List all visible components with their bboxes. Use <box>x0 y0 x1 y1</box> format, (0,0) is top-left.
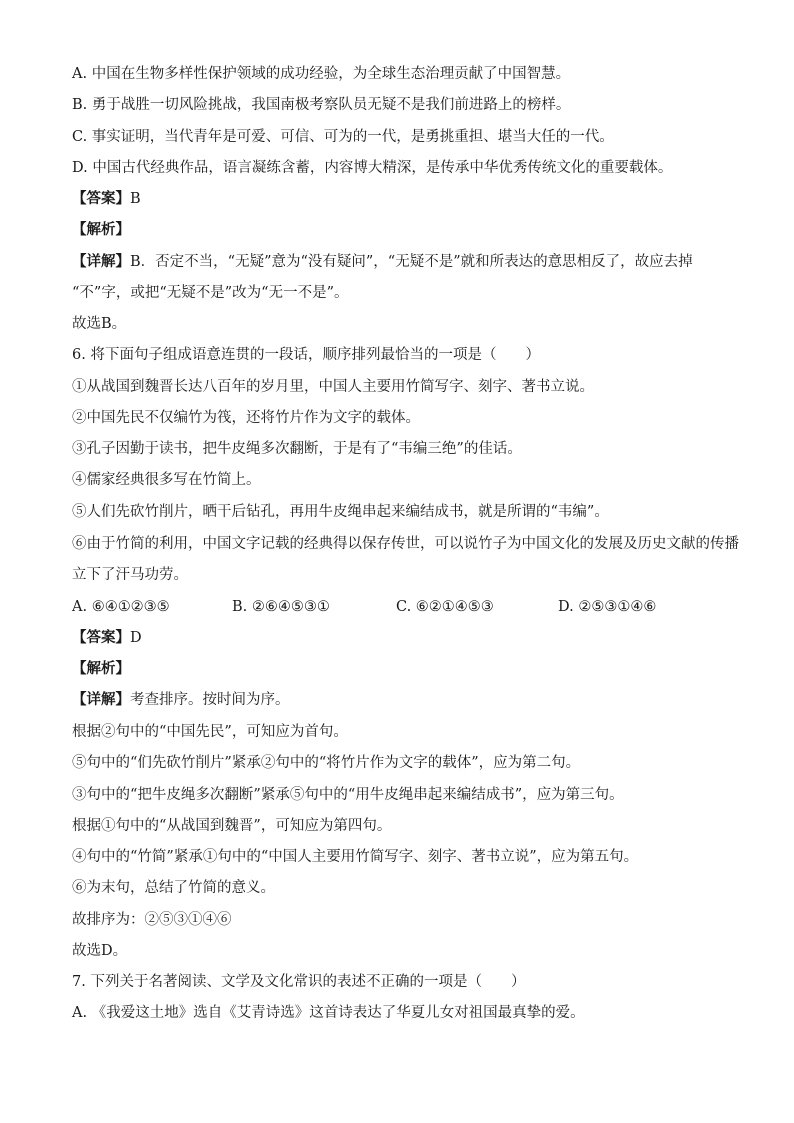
q6-sentence-6: ⑥由于竹简的利用，中国文字记载的经典得以保存传世，可以说竹子为中国文化的发展及历史文献的传播 <box>72 536 739 552</box>
q6-sentence-4: ④儒家经典很多写在竹简上。 <box>72 472 261 488</box>
q6-analysis-line-6: ⑥为末句，总结了竹简的意义。 <box>72 880 275 896</box>
q7-stem: 7. 下列关于名著阅读、文学及文化常识的表述不正确的一项是（ ） <box>72 974 526 990</box>
q6-sentence-2: ②中国先民不仅编竹为筏，还将竹片作为文字的载体。 <box>72 410 420 426</box>
q6-stem: 6. 将下面句子组成语意连贯的一段话，顺序排列最恰当的一项是（ ） <box>72 347 540 363</box>
detail-text: 考查排序。按时间为序。 <box>130 692 290 708</box>
q6-option-c: C. ⑥②①④⑤③ <box>396 599 494 615</box>
q6-option-b: B. ②⑥④⑤③① <box>232 599 330 615</box>
q6-analysis-line-5: ④句中的“竹简”紧承①句中的“中国人主要用竹简写字、刻字、著书立说”，应为第五句。 <box>72 849 639 865</box>
answer-tag: 【答案】 <box>72 629 130 646</box>
detail-tag: 【详解】 <box>72 691 130 708</box>
q6-sentence-5: ⑤人们先砍竹削片，晒干后钻孔，再用牛皮绳串起来编结成书，就是所谓的“韦编”。 <box>72 504 609 520</box>
q6-analysis-tag: 【解析】 <box>72 660 130 677</box>
detail-tag: 【详解】 <box>72 253 130 270</box>
q6-option-a: A. ⑥④①②③⑤ <box>72 599 170 615</box>
q6-analysis-line-4: 根据①句中的“从战国到魏晋”，可知应为第四句。 <box>72 818 392 834</box>
q6-sentence-6-cont: 立下了汗马功劳。 <box>72 567 188 583</box>
q6-option-d: D. ②⑤③①④⑥ <box>558 599 657 615</box>
answer-tag: 【答案】 <box>72 190 130 207</box>
detail-text: B．否定不当，“无疑”意为“没有疑问”，“无疑不是”就和所表达的意思相反了，故应去掉 <box>130 254 693 270</box>
answer-value: B <box>130 191 141 207</box>
q6-analysis-line-1: 根据②句中的“中国先民”，可知应为首句。 <box>72 724 348 740</box>
q5-detail <box>72 252 693 272</box>
q6-detail <box>72 690 290 710</box>
q6-analysis-line-7: 故排序为：②⑤③①④⑥ <box>72 912 232 928</box>
q7-option-a: A. 《我爱这土地》选自《艾青诗选》这首诗表达了华夏儿女对祖国最真挚的爱。 <box>72 1005 585 1021</box>
q5-detail-line2: “不”字，或把“无疑不是”改为“无一不是”。 <box>72 285 349 301</box>
q6-analysis-line-2: ⑤句中的“们先砍竹削片”紧承②句中的“将竹片作为文字的载体”，应为第二句。 <box>72 755 581 771</box>
q5-conclusion: 故选B。 <box>72 316 127 332</box>
q6-conclusion: 故选D。 <box>72 943 128 959</box>
q6-sentence-1: ①从战国到魏晋长达八百年的岁月里，中国人主要用竹简写字、刻字、著书立说。 <box>72 379 594 395</box>
q5-answer <box>72 189 141 209</box>
q6-analysis-line-3: ③句中的“把牛皮绳多次翻断”紧承⑤句中的“用牛皮绳串起来编结成书”，应为第三句。 <box>72 787 624 803</box>
q5-option-d: D. 中国古代经典作品，语言凝练含蓄，内容博大精深，是传承中华优秀传统文化的重要载体。 <box>72 160 673 176</box>
q5-option-a: A. 中国在生物多样性保护领域的成功经验，为全球生态治理贡献了中国智慧。 <box>72 66 571 82</box>
q5-analysis-tag: 【解析】 <box>72 221 130 238</box>
q6-answer <box>72 628 142 648</box>
q6-sentence-3: ③孔子因勤于读书，把牛皮绳多次翻断，于是有了“韦编三绝”的佳话。 <box>72 441 522 457</box>
q5-option-c: C. 事实证明，当代青年是可爱、可信、可为的一代，是勇挑重担、堪当大任的一代。 <box>72 129 614 145</box>
q5-option-b: B. 勇于战胜一切风险挑战，我国南极考察队员无疑不是我们前进路上的榜样。 <box>72 97 571 113</box>
answer-value: D <box>130 630 142 646</box>
